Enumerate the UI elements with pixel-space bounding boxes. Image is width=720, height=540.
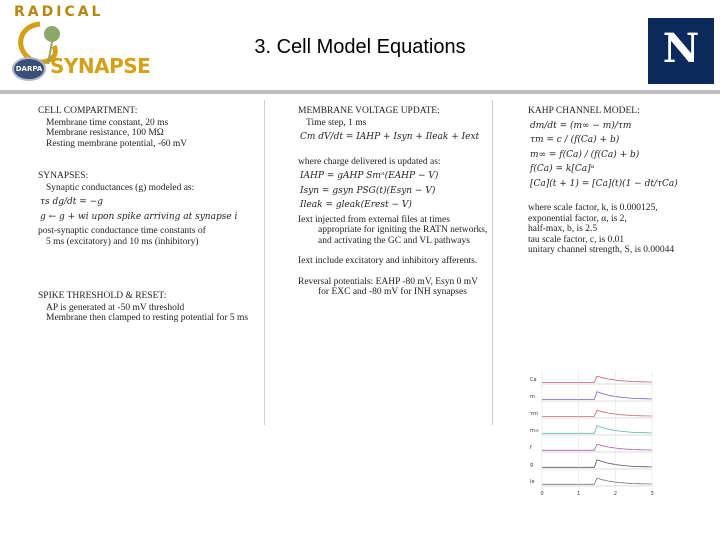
- m-inf-equation: m∞ = f(Ca) / (f(Ca) + b): [530, 149, 640, 160]
- membrane-equation: Cm dV/dt = IAHP + Isyn + Ileak + Iext: [300, 132, 480, 142]
- plot-x-tick: 2: [613, 491, 618, 497]
- synapses-heading: SYNAPSES:: [38, 171, 89, 181]
- where-line: where charge delivered is updated as:: [298, 156, 441, 167]
- plot-x-tick: 3: [650, 491, 654, 497]
- spike-line: AP is generated at -50 mV threshold: [46, 302, 185, 313]
- plot-trace: [542, 410, 652, 416]
- synapse-decay-equation: τs dg/dt = −g: [40, 197, 103, 207]
- kahp-heading: KAHP CHANNEL MODEL:: [528, 106, 640, 116]
- tau-m-equation: τm = c / (f(Ca) + b): [530, 135, 620, 145]
- plot-row-label: m∞: [530, 428, 540, 434]
- iext-afferents-line: Iext include excitatory and inhibitory afferents.: [298, 256, 478, 266]
- post-synaptic-line: post-synaptic conductance time constants of: [38, 226, 206, 236]
- plot-row-label: τm: [530, 411, 538, 417]
- plot-trace: [542, 460, 652, 468]
- spike-threshold-heading: SPIKE THRESHOLD & RESET:: [38, 291, 167, 301]
- plot-trace: [542, 392, 652, 400]
- plot-trace: [542, 478, 652, 484]
- reversal-line: for EXC and -80 mV for INH synapses: [318, 287, 467, 297]
- cell-line: Resting membrane potential, -60 mV: [46, 138, 188, 149]
- param-note: half-max, b, is 2.5: [528, 224, 598, 234]
- university-logo: [648, 18, 714, 84]
- post-synaptic-line: 5 ms (excitatory) and 10 ms (inhibitory): [46, 236, 199, 247]
- column-divider-1: [264, 100, 265, 425]
- page-title: 3. Cell Model Equations: [254, 36, 466, 58]
- syn-current-equation: Isyn = gsyn PSG(t)(Esyn − V): [300, 185, 436, 196]
- membrane-voltage-heading: MEMBRANE VOLTAGE UPDATE:: [298, 106, 440, 116]
- plot-trace: [542, 444, 652, 450]
- f-ca-equation: f(Ca) = k[Ca]ᵅ: [530, 164, 595, 174]
- plot-row-label: Ie: [530, 479, 535, 485]
- plot-x-tick: 1: [577, 491, 581, 497]
- plot-trace: [542, 426, 652, 434]
- cell-line: Membrane resistance, 100 MΩ: [46, 128, 164, 138]
- column-membrane-voltage: [298, 106, 488, 298]
- darpa-badge: DARPA: [12, 57, 46, 81]
- iext-line: Iext injected from external files at times: [298, 214, 450, 225]
- plot-row-label: m: [530, 394, 535, 400]
- time-step-line: Time step, 1 ms: [306, 117, 367, 128]
- plot-row-label: Ca: [530, 377, 537, 383]
- radical-text: RADICAL: [14, 4, 104, 20]
- plot-row-label: f: [530, 445, 532, 451]
- m-dynamics-equation: dm/dt = (m∞ − m)/τm: [530, 120, 632, 131]
- spike-line: Membrane then clamped to resting potential for 5 ms: [46, 313, 249, 323]
- ahp-current-equation: IAHP = gAHP Smⁿ(EAHP − V): [300, 171, 439, 181]
- param-note: unitary channel strength, S, is 0.00044: [528, 245, 675, 255]
- synapse-line: Synaptic conductances (g) modeled as:: [46, 182, 195, 193]
- channel-trace-plot: [528, 366, 656, 504]
- column-cell-model: [38, 106, 263, 324]
- logo-letter: N: [662, 25, 700, 72]
- iext-line: appropriate for igniting the RATN networks,: [318, 225, 488, 235]
- iext-line: and activating the GC and VL pathways: [318, 235, 470, 246]
- cell-line: Membrane time constant, 20 ms: [46, 117, 169, 128]
- synapse-text: SYNAPSE: [50, 54, 151, 78]
- plot-row-label: g: [530, 462, 534, 468]
- column-divider-2: [492, 100, 493, 425]
- reversal-line: Reversal potentials: EAHP -80 mV, Esyn 0 mV: [298, 276, 478, 287]
- param-note: exponential factor, α, is 2,: [528, 213, 627, 224]
- param-note: tau scale factor, c, is 0.01: [528, 234, 625, 245]
- header-divider: [0, 90, 720, 94]
- plot-trace: [542, 376, 652, 382]
- cell-compartment-heading: CELL COMPARTMENT:: [38, 106, 138, 116]
- synapse-update-equation: g ← g + wi upon spike arriving at synapse i: [40, 211, 238, 222]
- ca-update-equation: [Ca](t + 1) = [Ca](t)(1 − dt/τCa): [530, 178, 678, 189]
- param-note: where scale factor, k, is 0.000125,: [528, 203, 658, 213]
- column-kahp-channel: [528, 106, 713, 256]
- leak-current-equation: Ileak = gleak(Erest − V): [300, 200, 412, 210]
- plot-x-tick: 0: [540, 491, 544, 497]
